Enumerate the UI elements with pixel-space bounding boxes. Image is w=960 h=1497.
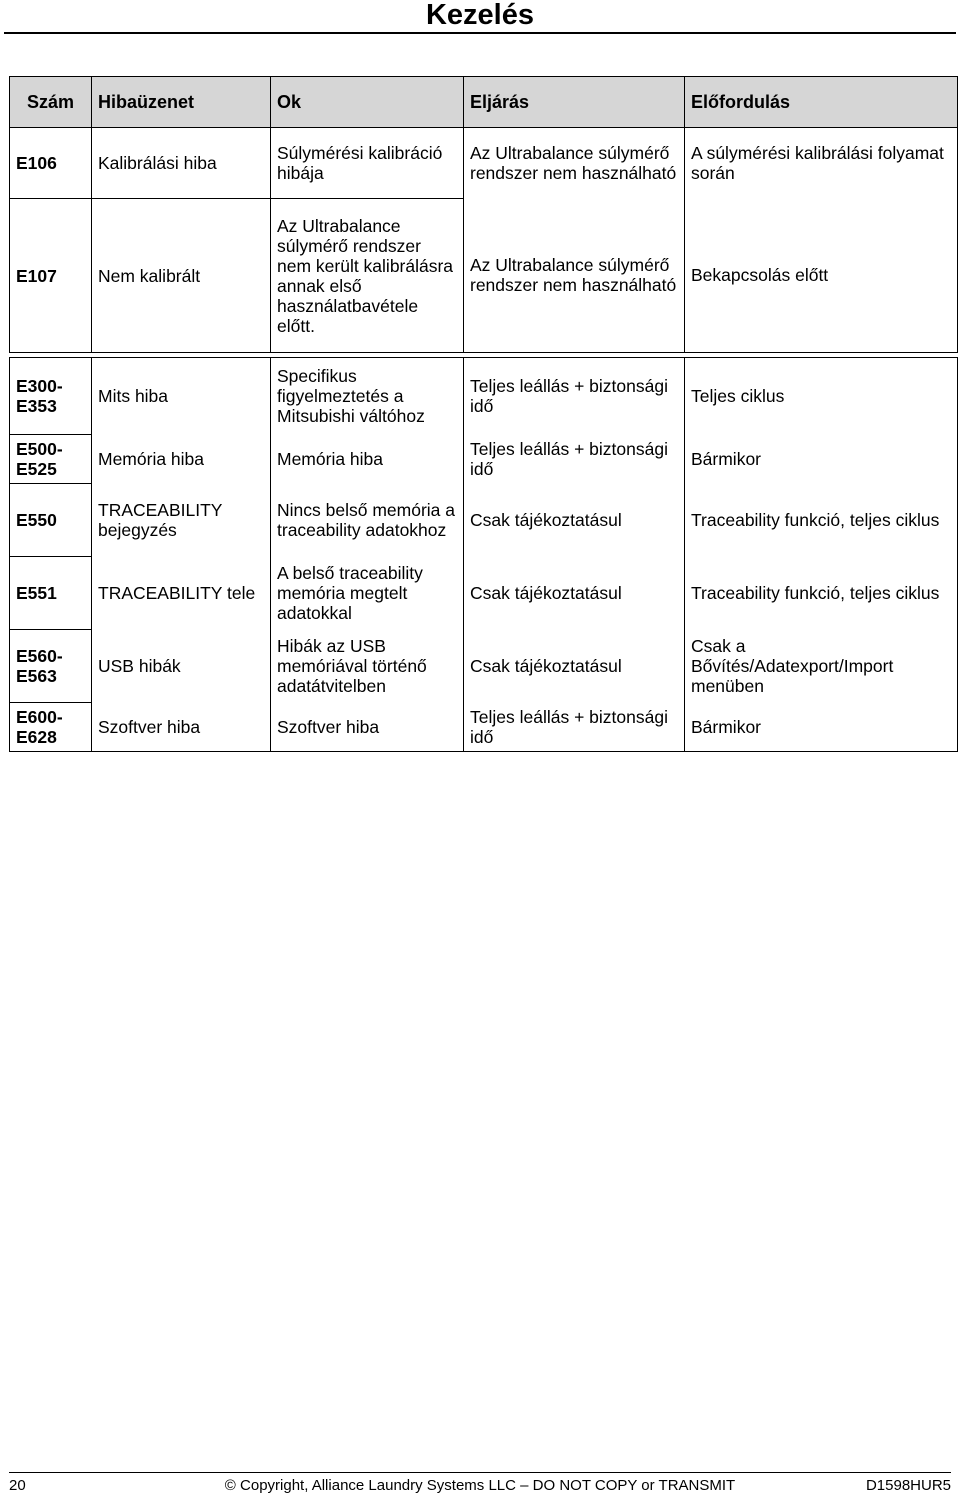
- table-row: [10, 630, 958, 703]
- error-message: Nem kalibrált: [92, 199, 271, 353]
- error-code: E300-E353: [10, 358, 92, 435]
- error-occurrence: Teljes ciklus: [685, 358, 958, 435]
- error-message: Mits hiba: [92, 358, 271, 435]
- header-szam: Szám: [10, 77, 92, 128]
- page-number: 20: [9, 1477, 26, 1494]
- error-occurrence: Traceability funkció, teljes ciklus: [685, 484, 958, 557]
- error-cause: Hibák az USB memóriával történő adatátvitelben: [271, 630, 464, 703]
- error-code: E600-E628: [10, 703, 92, 752]
- error-message: TRACEABILITY bejegyzés: [92, 484, 271, 557]
- header-hibauzenet: Hibaüzenet: [92, 77, 271, 128]
- error-message: TRACEABILITY tele: [92, 557, 271, 630]
- error-code: E550: [10, 484, 92, 557]
- error-procedure: Teljes leállás + biztonsági idő: [464, 435, 685, 484]
- table-row: [10, 199, 958, 353]
- error-cause: Specifikus figyelmeztetés a Mitsubishi váltóhoz: [271, 358, 464, 435]
- table-row: [10, 435, 958, 484]
- error-procedure: Csak tájékoztatásul: [464, 630, 685, 703]
- error-procedure: Az Ultrabalance súlymérő rendszer nem használható: [464, 199, 685, 353]
- title-divider: [4, 32, 956, 34]
- error-code: E107: [10, 199, 92, 353]
- header-eljaras: Eljárás: [464, 77, 685, 128]
- table-row: [10, 484, 958, 557]
- error-occurrence: Bekapcsolás előtt: [685, 199, 958, 353]
- error-procedure: Teljes leállás + biztonsági idő: [464, 358, 685, 435]
- error-occurrence: Csak a Bővítés/Adatexport/Import menüben: [685, 630, 958, 703]
- error-cause: Súlymérési kalibráció hibája: [271, 128, 464, 199]
- error-procedure: Csak tájékoztatásul: [464, 484, 685, 557]
- page-title: Kezelés: [425, 0, 534, 31]
- table-row: [10, 557, 958, 630]
- error-message: Kalibrálási hiba: [92, 128, 271, 199]
- error-occurrence: Traceability funkció, teljes ciklus: [685, 557, 958, 630]
- table-row: [10, 703, 958, 752]
- error-code: E551: [10, 557, 92, 630]
- error-code: E500-E525: [10, 435, 92, 484]
- table-row: [10, 128, 958, 199]
- error-code: E560-E563: [10, 630, 92, 703]
- error-procedure: Az Ultrabalance súlymérő rendszer nem használható: [464, 128, 685, 199]
- error-message: Szoftver hiba: [92, 703, 271, 752]
- error-code-table: [9, 76, 958, 752]
- error-occurrence: A súlymérési kalibrálási folyamat során: [685, 128, 958, 199]
- header-elofordulas: Előfordulás: [685, 77, 958, 128]
- error-cause: A belső traceability memória megtelt adatokkal: [271, 557, 464, 630]
- error-message: Memória hiba: [92, 435, 271, 484]
- copyright-notice: © Copyright, Alliance Laundry Systems LLC – DO NOT COPY or TRANSMIT: [224, 1477, 736, 1494]
- error-code: E106: [10, 128, 92, 199]
- error-cause: Szoftver hiba: [271, 703, 464, 752]
- table-row: [10, 358, 958, 435]
- header-ok: Ok: [271, 77, 464, 128]
- error-procedure: Teljes leállás + biztonsági idő: [464, 703, 685, 752]
- error-cause: Nincs belső memória a traceability adatokhoz: [271, 484, 464, 557]
- error-cause: Az Ultrabalance súlymérő rendszer nem került kalibrálásra annak első használatbavétele előtt.: [271, 199, 464, 353]
- page-footer: [9, 1472, 951, 1495]
- error-procedure: Csak tájékoztatásul: [464, 557, 685, 630]
- error-occurrence: Bármikor: [685, 435, 958, 484]
- error-cause: Memória hiba: [271, 435, 464, 484]
- error-occurrence: Bármikor: [685, 703, 958, 752]
- table-header-row: [10, 77, 958, 128]
- document-id: D1598HUR5: [865, 1477, 951, 1494]
- error-message: USB hibák: [92, 630, 271, 703]
